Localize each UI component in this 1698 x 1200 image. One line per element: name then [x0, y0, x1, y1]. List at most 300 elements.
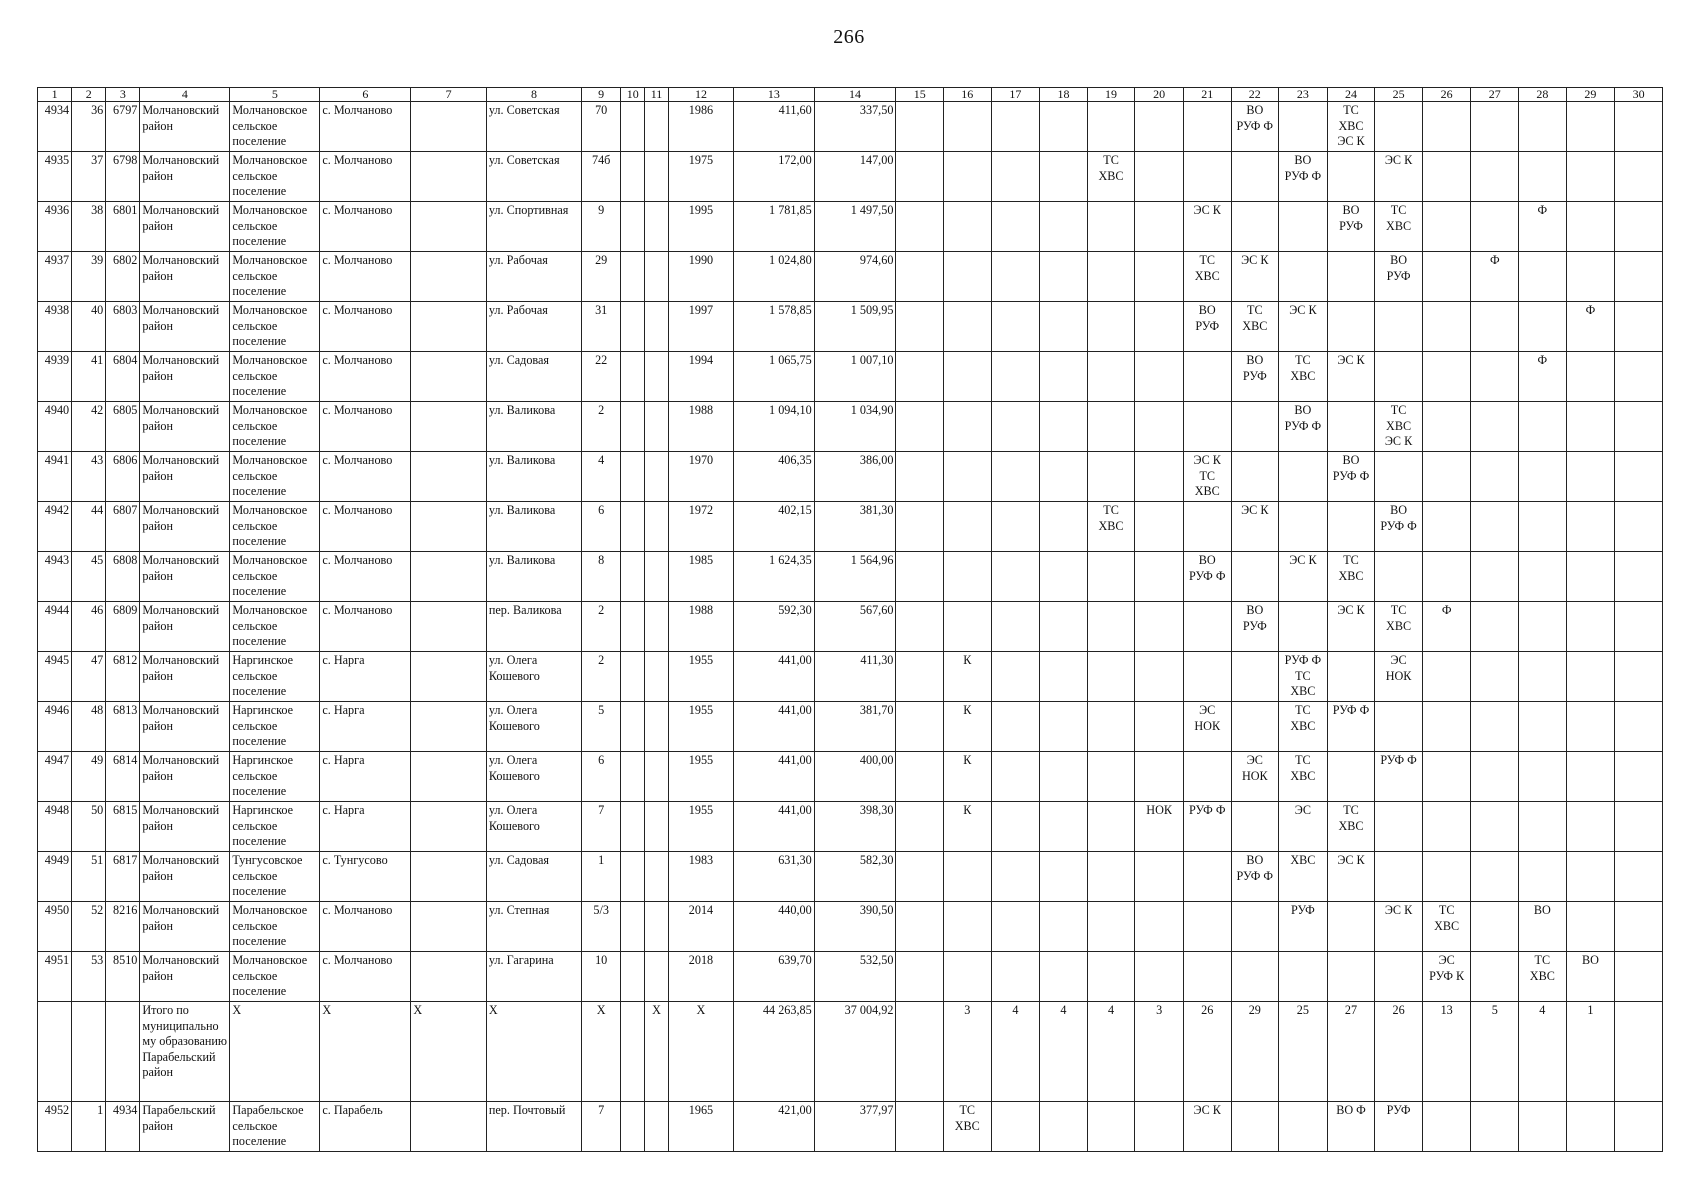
cell-col-9: 29	[582, 252, 621, 302]
cell-col-11	[645, 102, 669, 152]
cell-col-20	[1135, 502, 1184, 552]
cell-col-26	[1422, 252, 1471, 302]
column-number-17: 17	[991, 88, 1040, 102]
cell-col-6: с. Молчаново	[320, 502, 411, 552]
cell-col-3: 6801	[106, 202, 140, 252]
cell-col-6: с. Молчаново	[320, 202, 411, 252]
cell-col-26	[1422, 452, 1471, 502]
cell-col-2: 41	[72, 352, 106, 402]
cell-col-26	[1422, 702, 1471, 752]
cell-col-22	[1231, 952, 1279, 1002]
cell-col-1: 4945	[38, 652, 72, 702]
cell-col-1	[38, 1002, 72, 1102]
cell-col-1: 4934	[38, 102, 72, 152]
cell-col-16	[943, 302, 991, 352]
table-row	[38, 152, 1663, 202]
cell-col-1: 4946	[38, 702, 72, 752]
cell-col-1: 4948	[38, 802, 72, 852]
cell-col-7	[411, 902, 487, 952]
cell-col-6: с. Нарга	[320, 702, 411, 752]
cell-col-23: ТС ХВС	[1279, 702, 1328, 752]
cell-col-15	[896, 452, 944, 502]
cell-col-14: 386,00	[814, 452, 896, 502]
cell-col-7	[411, 952, 487, 1002]
cell-col-7	[411, 602, 487, 652]
cell-col-17	[991, 902, 1040, 952]
cell-col-20	[1135, 952, 1184, 1002]
cell-col-6: с. Молчаново	[320, 602, 411, 652]
cell-col-29	[1566, 852, 1615, 902]
cell-col-25: ТС ХВС	[1375, 602, 1423, 652]
cell-col-17	[991, 752, 1040, 802]
cell-col-18	[1040, 952, 1088, 1002]
column-number-10: 10	[621, 88, 645, 102]
cell-col-1: 4935	[38, 152, 72, 202]
cell-col-22: ВО РУФ	[1231, 352, 1279, 402]
cell-col-20	[1135, 902, 1184, 952]
cell-col-2: 46	[72, 602, 106, 652]
cell-col-17: 4	[991, 1002, 1040, 1102]
cell-col-18	[1040, 602, 1088, 652]
cell-col-6: X	[320, 1002, 411, 1102]
cell-col-14: 1 564,96	[814, 552, 896, 602]
cell-col-10	[621, 902, 645, 952]
cell-col-11	[645, 902, 669, 952]
cell-col-11	[645, 352, 669, 402]
cell-col-4: Молчановский район	[140, 952, 230, 1002]
cell-col-28	[1519, 502, 1567, 552]
column-number-11: 11	[645, 88, 669, 102]
table-row	[38, 202, 1663, 252]
cell-col-25	[1375, 302, 1423, 352]
cell-col-14: 1 509,95	[814, 302, 896, 352]
cell-col-16	[943, 452, 991, 502]
cell-col-8: ул. Рабочая	[486, 252, 581, 302]
cell-col-15	[896, 102, 944, 152]
cell-col-17	[991, 452, 1040, 502]
cell-col-4: Итого по муниципально му образованию Парабельский район	[140, 1002, 230, 1102]
cell-col-25: ВО РУФ	[1375, 252, 1423, 302]
table-row	[38, 1102, 1663, 1152]
cell-col-18	[1040, 152, 1088, 202]
cell-col-14: 411,30	[814, 652, 896, 702]
cell-col-20	[1135, 602, 1184, 652]
cell-col-16: ТС ХВС	[943, 1102, 991, 1152]
cell-col-12: 1985	[668, 552, 733, 602]
cell-col-10	[621, 352, 645, 402]
cell-col-10	[621, 602, 645, 652]
cell-col-17	[991, 652, 1040, 702]
cell-col-6: с. Тунгусово	[320, 852, 411, 902]
cell-col-27	[1471, 702, 1519, 752]
cell-col-18	[1040, 102, 1088, 152]
cell-col-25	[1375, 552, 1423, 602]
cell-col-8: ул. Валикова	[486, 452, 581, 502]
cell-col-29	[1566, 602, 1615, 652]
cell-col-19: 4	[1087, 1002, 1135, 1102]
cell-col-21	[1183, 402, 1231, 452]
table-row	[38, 252, 1663, 302]
column-number-1: 1	[38, 88, 72, 102]
cell-col-3	[106, 1002, 140, 1102]
cell-col-24	[1327, 752, 1375, 802]
cell-col-4: Молчановский район	[140, 502, 230, 552]
cell-col-5: Молчановское сельское поселение	[230, 602, 320, 652]
cell-col-2: 44	[72, 502, 106, 552]
cell-col-15	[896, 202, 944, 252]
cell-col-29	[1566, 802, 1615, 852]
cell-col-23	[1279, 602, 1328, 652]
cell-col-5: Молчановское сельское поселение	[230, 552, 320, 602]
cell-col-24: ТС ХВС ЭС К	[1327, 102, 1375, 152]
cell-col-27: Ф	[1471, 252, 1519, 302]
cell-col-13: 639,70	[734, 952, 815, 1002]
cell-col-14: 381,70	[814, 702, 896, 752]
cell-col-7	[411, 402, 487, 452]
cell-col-23	[1279, 1102, 1328, 1152]
cell-col-22: ТС ХВС	[1231, 302, 1279, 352]
cell-col-20	[1135, 852, 1184, 902]
cell-col-19	[1087, 852, 1135, 902]
register-table	[37, 87, 1663, 1152]
cell-col-17	[991, 252, 1040, 302]
cell-col-16: К	[943, 702, 991, 752]
cell-col-30	[1615, 652, 1663, 702]
cell-col-16	[943, 852, 991, 902]
cell-col-3: 6817	[106, 852, 140, 902]
cell-col-11	[645, 402, 669, 452]
cell-col-29: 1	[1566, 1002, 1615, 1102]
cell-col-3: 6804	[106, 352, 140, 402]
cell-col-29	[1566, 552, 1615, 602]
cell-col-26: 13	[1422, 1002, 1471, 1102]
cell-col-21: ВО РУФ	[1183, 302, 1231, 352]
cell-col-12: 1955	[668, 752, 733, 802]
cell-col-6: с. Молчаново	[320, 402, 411, 452]
cell-col-12: 1988	[668, 602, 733, 652]
cell-col-19	[1087, 102, 1135, 152]
cell-col-22	[1231, 552, 1279, 602]
cell-col-11	[645, 152, 669, 202]
cell-col-4: Молчановский район	[140, 652, 230, 702]
cell-col-11	[645, 502, 669, 552]
cell-col-2: 40	[72, 302, 106, 352]
cell-col-16	[943, 902, 991, 952]
cell-col-4: Молчановский район	[140, 552, 230, 602]
cell-col-15	[896, 802, 944, 852]
cell-col-19	[1087, 352, 1135, 402]
cell-col-9: 31	[582, 302, 621, 352]
column-number-5: 5	[230, 88, 320, 102]
cell-col-28	[1519, 252, 1567, 302]
cell-col-10	[621, 152, 645, 202]
cell-col-6: с. Молчаново	[320, 552, 411, 602]
cell-col-19	[1087, 452, 1135, 502]
cell-col-10	[621, 802, 645, 852]
cell-col-14: 337,50	[814, 102, 896, 152]
cell-col-27	[1471, 852, 1519, 902]
cell-col-4: Молчановский район	[140, 702, 230, 752]
cell-col-12: 1986	[668, 102, 733, 152]
cell-col-5: Молчановское сельское поселение	[230, 352, 320, 402]
cell-col-21	[1183, 952, 1231, 1002]
cell-col-13: 1 065,75	[734, 352, 815, 402]
column-number-8: 8	[486, 88, 581, 102]
cell-col-16	[943, 352, 991, 402]
cell-col-17	[991, 402, 1040, 452]
cell-col-18	[1040, 652, 1088, 702]
cell-col-27	[1471, 452, 1519, 502]
cell-col-1: 4951	[38, 952, 72, 1002]
cell-col-30	[1615, 852, 1663, 902]
cell-col-4: Молчановский район	[140, 852, 230, 902]
cell-col-27	[1471, 952, 1519, 1002]
cell-col-18	[1040, 902, 1088, 952]
cell-col-10	[621, 952, 645, 1002]
cell-col-11	[645, 252, 669, 302]
cell-col-9: 5/3	[582, 902, 621, 952]
cell-col-3: 6809	[106, 602, 140, 652]
cell-col-2: 1	[72, 1102, 106, 1152]
cell-col-29	[1566, 452, 1615, 502]
cell-col-30	[1615, 602, 1663, 652]
cell-col-22	[1231, 1102, 1279, 1152]
cell-col-9: 9	[582, 202, 621, 252]
cell-col-16	[943, 502, 991, 552]
cell-col-9: 5	[582, 702, 621, 752]
cell-col-13: 421,00	[734, 1102, 815, 1152]
cell-col-14: 377,97	[814, 1102, 896, 1152]
cell-col-22: ЭС К	[1231, 252, 1279, 302]
cell-col-27	[1471, 302, 1519, 352]
cell-col-10	[621, 1002, 645, 1102]
cell-col-8: ул. Гагарина	[486, 952, 581, 1002]
cell-col-19: ТС ХВС	[1087, 502, 1135, 552]
cell-col-13: 44 263,85	[734, 1002, 815, 1102]
cell-col-17	[991, 202, 1040, 252]
cell-col-16	[943, 202, 991, 252]
cell-col-22: ВО РУФ Ф	[1231, 852, 1279, 902]
column-number-13: 13	[734, 88, 815, 102]
cell-col-7	[411, 702, 487, 752]
cell-col-4: Молчановский район	[140, 752, 230, 802]
cell-col-19	[1087, 902, 1135, 952]
cell-col-23: ВО РУФ Ф	[1279, 152, 1328, 202]
cell-col-22: ЭС К	[1231, 502, 1279, 552]
cell-col-5: Молчановское сельское поселение	[230, 452, 320, 502]
cell-col-23: ЭС	[1279, 802, 1328, 852]
cell-col-12: 1990	[668, 252, 733, 302]
cell-col-6: с. Молчаново	[320, 352, 411, 402]
cell-col-23	[1279, 502, 1328, 552]
cell-col-26	[1422, 802, 1471, 852]
cell-col-3: 6814	[106, 752, 140, 802]
cell-col-12: 1997	[668, 302, 733, 352]
cell-col-2: 37	[72, 152, 106, 202]
cell-col-14: 1 007,10	[814, 352, 896, 402]
cell-col-8: ул. Олега Кошевого	[486, 652, 581, 702]
cell-col-2	[72, 1002, 106, 1102]
cell-col-1: 4947	[38, 752, 72, 802]
cell-col-6: с. Молчаново	[320, 152, 411, 202]
cell-col-11	[645, 852, 669, 902]
cell-col-23: ЭС К	[1279, 552, 1328, 602]
cell-col-3: 6803	[106, 302, 140, 352]
cell-col-4: Молчановский район	[140, 402, 230, 452]
cell-col-24: ЭС К	[1327, 602, 1375, 652]
cell-col-1: 4943	[38, 552, 72, 602]
cell-col-25: 26	[1375, 1002, 1423, 1102]
cell-col-17	[991, 152, 1040, 202]
cell-col-28: 4	[1519, 1002, 1567, 1102]
cell-col-29	[1566, 402, 1615, 452]
cell-col-17	[991, 952, 1040, 1002]
cell-col-3: 8510	[106, 952, 140, 1002]
cell-col-13: 1 781,85	[734, 202, 815, 252]
cell-col-24	[1327, 402, 1375, 452]
cell-col-1: 4952	[38, 1102, 72, 1152]
cell-col-7	[411, 152, 487, 202]
cell-col-8: пер. Почтовый	[486, 1102, 581, 1152]
cell-col-3: 6806	[106, 452, 140, 502]
cell-col-14: 147,00	[814, 152, 896, 202]
cell-col-6: с. Молчаново	[320, 452, 411, 502]
cell-col-9: 7	[582, 802, 621, 852]
table-row	[38, 552, 1663, 602]
cell-col-8: ул. Олега Кошевого	[486, 752, 581, 802]
cell-col-9: 7	[582, 1102, 621, 1152]
cell-col-13: 631,30	[734, 852, 815, 902]
cell-col-7	[411, 552, 487, 602]
cell-col-14: 567,60	[814, 602, 896, 652]
cell-col-30	[1615, 402, 1663, 452]
cell-col-27	[1471, 652, 1519, 702]
cell-col-28	[1519, 802, 1567, 852]
cell-col-29	[1566, 102, 1615, 152]
cell-col-9: 70	[582, 102, 621, 152]
cell-col-8: пер. Валикова	[486, 602, 581, 652]
cell-col-21: ЭС К	[1183, 202, 1231, 252]
cell-col-8: ул. Садовая	[486, 852, 581, 902]
cell-col-26	[1422, 102, 1471, 152]
cell-col-14: 1 034,90	[814, 402, 896, 452]
cell-col-24: ВО РУФ	[1327, 202, 1375, 252]
cell-col-6: с. Молчаново	[320, 252, 411, 302]
cell-col-16	[943, 952, 991, 1002]
cell-col-12: 1972	[668, 502, 733, 552]
cell-col-21	[1183, 352, 1231, 402]
cell-col-24: ВО РУФ Ф	[1327, 452, 1375, 502]
cell-col-10	[621, 552, 645, 602]
cell-col-27	[1471, 352, 1519, 402]
cell-col-9: 8	[582, 552, 621, 602]
cell-col-3: 6805	[106, 402, 140, 452]
cell-col-21: ТС ХВС	[1183, 252, 1231, 302]
cell-col-6: с. Молчаново	[320, 102, 411, 152]
cell-col-5: X	[230, 1002, 320, 1102]
cell-col-5: Наргинское сельское поселение	[230, 702, 320, 752]
cell-col-12: 1955	[668, 802, 733, 852]
cell-col-18	[1040, 402, 1088, 452]
cell-col-14: 582,30	[814, 852, 896, 902]
cell-col-11	[645, 202, 669, 252]
cell-col-21: РУФ Ф	[1183, 802, 1231, 852]
column-number-16: 16	[943, 88, 991, 102]
cell-col-28	[1519, 652, 1567, 702]
cell-col-2: 51	[72, 852, 106, 902]
cell-col-27	[1471, 102, 1519, 152]
cell-col-7	[411, 652, 487, 702]
cell-col-1: 4944	[38, 602, 72, 652]
cell-col-15	[896, 602, 944, 652]
page-number: 266	[833, 26, 865, 48]
cell-col-24	[1327, 502, 1375, 552]
cell-col-8: ул. Садовая	[486, 352, 581, 402]
cell-col-10	[621, 752, 645, 802]
cell-col-24: ТС ХВС	[1327, 802, 1375, 852]
column-number-22: 22	[1231, 88, 1279, 102]
cell-col-15	[896, 552, 944, 602]
cell-col-4: Молчановский район	[140, 202, 230, 252]
cell-col-5: Молчановское сельское поселение	[230, 902, 320, 952]
cell-col-11	[645, 1102, 669, 1152]
cell-col-29	[1566, 902, 1615, 952]
cell-col-20	[1135, 302, 1184, 352]
cell-col-3: 4934	[106, 1102, 140, 1152]
cell-col-7	[411, 102, 487, 152]
cell-col-16	[943, 152, 991, 202]
cell-col-18	[1040, 452, 1088, 502]
cell-col-8: ул. Степная	[486, 902, 581, 952]
cell-col-16	[943, 552, 991, 602]
cell-col-7	[411, 752, 487, 802]
cell-col-13: 1 024,80	[734, 252, 815, 302]
cell-col-10	[621, 202, 645, 252]
cell-col-30	[1615, 102, 1663, 152]
cell-col-18	[1040, 202, 1088, 252]
cell-col-10	[621, 102, 645, 152]
cell-col-28	[1519, 852, 1567, 902]
cell-col-27	[1471, 902, 1519, 952]
cell-col-26: ТС ХВС	[1422, 902, 1471, 952]
cell-col-14: 532,50	[814, 952, 896, 1002]
column-number-6: 6	[320, 88, 411, 102]
column-number-14: 14	[814, 88, 896, 102]
cell-col-12: 1988	[668, 402, 733, 452]
cell-col-28: ТС ХВС	[1519, 952, 1567, 1002]
cell-col-17	[991, 602, 1040, 652]
cell-col-14: 1 497,50	[814, 202, 896, 252]
cell-col-22	[1231, 802, 1279, 852]
cell-col-13: 441,00	[734, 702, 815, 752]
cell-col-25: ТС ХВС ЭС К	[1375, 402, 1423, 452]
column-number-9: 9	[582, 88, 621, 102]
cell-col-1: 4940	[38, 402, 72, 452]
cell-col-3: 6808	[106, 552, 140, 602]
cell-col-1: 4949	[38, 852, 72, 902]
column-number-30: 30	[1615, 88, 1663, 102]
cell-col-25	[1375, 702, 1423, 752]
column-number-row	[38, 88, 1663, 102]
cell-col-27	[1471, 602, 1519, 652]
cell-col-11	[645, 802, 669, 852]
cell-col-15	[896, 502, 944, 552]
cell-col-18	[1040, 502, 1088, 552]
cell-col-21	[1183, 852, 1231, 902]
cell-col-16	[943, 402, 991, 452]
cell-col-4: Молчановский район	[140, 152, 230, 202]
cell-col-22	[1231, 402, 1279, 452]
